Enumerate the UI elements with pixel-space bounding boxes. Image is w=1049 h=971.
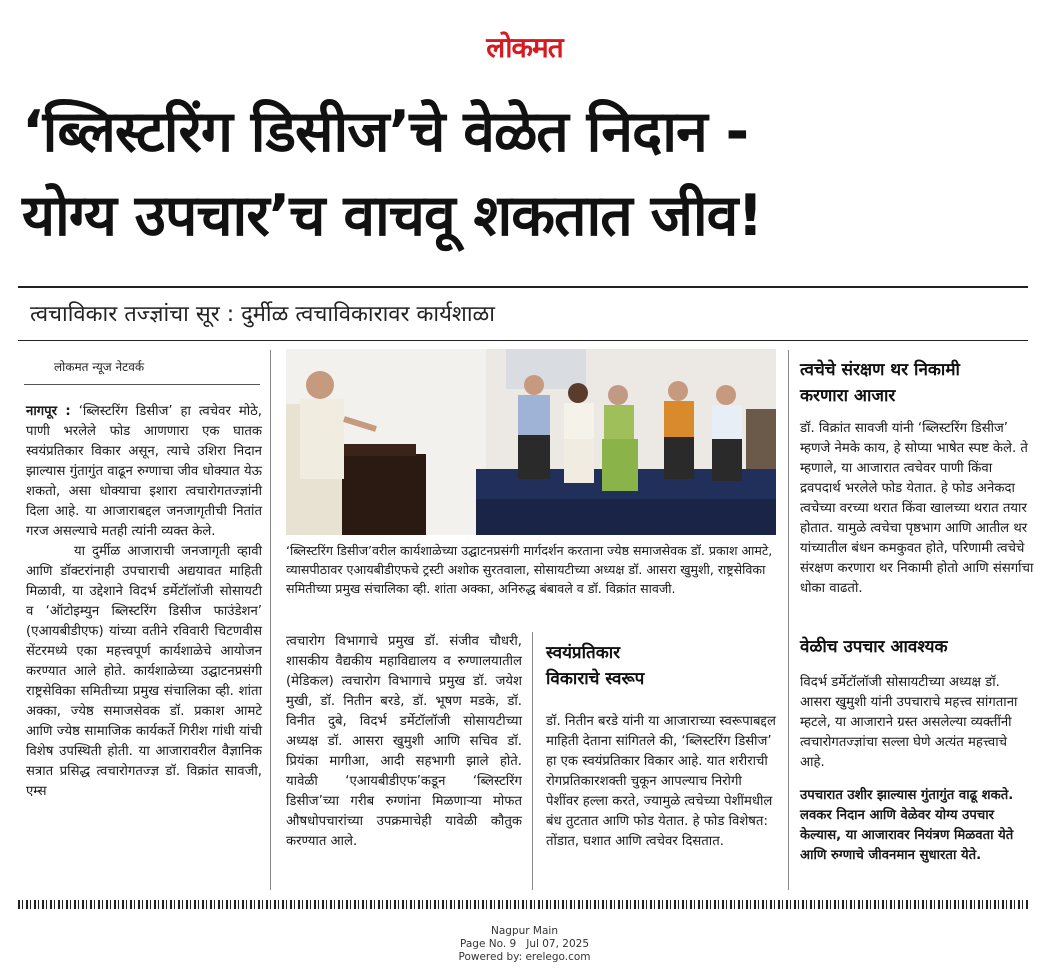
sidebar-para-2-text: विदर्भ डर्मेटॉलॉजी सोसायटीच्या अध्यक्ष डॉ. आसरा खुमुशी यांनी उपचाराचे महत्त्व सांगताना म्हटले, या आजाराने ग्रस्त असलेल्या व्यक्तींनी त्वचारोगतज्ज्ञांचा सल्ला घेणे अत्यंत महत्त्वाचे आहे. (800, 675, 1018, 770)
sidebar-heading-2: वेळीच उपचार आवश्यक (800, 637, 948, 657)
sidebar-heading-1 (800, 357, 960, 409)
byline: लोकमत न्यूज नेटवर्क (54, 360, 145, 374)
headline-line-1: ‘ब्लिस्टरिंग डिसीज’चे वेळेत निदान - (22, 99, 749, 165)
event-photo (286, 349, 776, 535)
sidebar-para-3-text: उपचारात उशीर झाल्यास गुंतागुंत वाढू शकते. लवकर निदान आणि वेळेवर योग्य उपचार केल्यास, या आजारावर नियंत्रण मिळवता येते आणि रुग्णाचे जीवनमान सुधारता येते. (800, 788, 1014, 863)
footer-powered-by: Powered by: erelego.com (458, 951, 591, 963)
headline-line-2: योग्य उपचार’च वाचवू शकतात जीव! (22, 183, 763, 249)
event-photo-illustration (286, 349, 776, 535)
photo-caption: ‘ब्लिस्टरिंग डिसीज’वरील कार्यशाळेच्या उद्घाटनप्रसंगी मार्गदर्शन करताना ज्येष्ठ समाजसेवक डॉ. प्रकाश आमटे, व्यासपीठावर एआयबीडीएफचे ट्रस्टी अशोक सुरतवाला, सोसायटीच्या अध्यक्ष डॉ. आसरा खुमुशी, राष्ट्रसेविका समितीच्या प्रमुख संचालिका व्ही. शांता अक्का, अनिरुद्ध बंबावले व डॉ. विक्रांत सावजी. (286, 543, 773, 596)
sidebar-para-1-text: डॉ. विक्रांत सावजी यांनी ‘ब्लिस्टरिंग डिसीज’ म्हणजे नेमके काय, हे सोप्या भाषेत स्पष्ट केले. ते म्हणाले, या आजारात त्वचेवर पाणी किंवा द्रवपदार्थ भरलेले फोड येतात. हे फोड अनेकदा त्वचेच्या वरच्या थरात किंवा खालच्या थरात तयार होतात. यामुळे त्वचेचा पृष्ठभाग आणि आतील थर यांच्यातील बंधन कमकुवत होते, परिणामी त्वचेचे संरक्षण करणारा थर निकामी होतो आणि संसर्गाचा धोका वाढतो. (800, 421, 1034, 596)
subheadline: त्वचाविकार तज्ज्ञांचा सूर : दुर्मीळ त्वचाविकारावर कार्यशाळा (30, 302, 495, 327)
masthead (0, 28, 1049, 66)
top-divider (18, 286, 1028, 288)
sidebar-para-3 (800, 786, 1034, 866)
sidebar-para-2 (800, 673, 1034, 773)
newspaper-logo: लोकमत (486, 31, 563, 64)
box-heading-line-2: विकाराचे स्वरूप (546, 669, 645, 689)
column-divider-3 (788, 350, 789, 890)
column-2-para: त्वचारोग विभागाचे प्रमुख डॉ. संजीव चौधरी, शासकीय वैद्यकीय महाविद्यालय व रुग्णालयातील (मेडिकल) त्वचारोग विभागाचे प्रमुख डॉ. जयेश मुखी, डॉ. नितीन बरडे, डॉ. भूषण मडके, डॉ. विनीत दुबे, विदर्भ डर्मेटॉलॉजी सोसायटीच्या अध्यक्ष डॉ. आसरा खुमुशी आणि सचिव डॉ. प्रियंका मागीआ, आदी सहभागी झाले होते. यावेळी ‘एआयबीडीएफ’कडून ‘ब्लिस्टरिंग डिसीज’च्या गरीब रुग्णांना मिळणाऱ्या मोफत औषधोपचारांच्या उपक्रमाचेही यावेळी कौतुक करण्यात आले. (286, 634, 522, 849)
footer-edition: Nagpur Main (491, 925, 558, 937)
sidebar-para-1 (800, 419, 1034, 599)
column-divider-2 (532, 632, 533, 890)
sidebar-heading-1-line-2: करणारा आजार (800, 386, 896, 406)
column-divider-1 (270, 350, 271, 890)
box-heading-line-1: स्वयंप्रतिकार (546, 643, 621, 663)
column-1-para-1-text: ‘ब्लिस्टरिंग डिसीज’ हा त्वचेवर मोठे, पाणी भरलेले फोड आणणारा एक घातक स्वयंप्रतिकार विकार असून, त्याचे उशिरा निदान झाल्यास गुंतागुंत वाढून रुग्णाचा जीव धोक्यात येऊ शकतो, असा धोक्याचा इशारा त्वचारोगतज्ज्ञांनी दिला आहे. या आजाराबद्दल जनजागृतीची नितांत गरज असल्याचे मतही त्यांनी व्यक्त केले. (26, 404, 262, 539)
box-body (546, 712, 778, 852)
page-barcode-strip (18, 900, 1030, 909)
headline (22, 90, 1032, 258)
subhead-divider (18, 340, 1028, 341)
page-footer (0, 925, 1049, 964)
column-1 (26, 402, 262, 802)
byline-divider (24, 384, 260, 385)
footer-page-date (0, 938, 1049, 951)
dateline-place: नागपूर : (26, 404, 71, 419)
box-body-text: डॉ. नितीन बरडे यांनी या आजाराच्या स्वरूपाबद्दल माहिती देताना सांगितले की, ‘ब्लिस्टरिंग डिसीज’ हा एक स्वयंप्रतिकार विकार आहे. यात शरीराची रोगप्रतिकारशक्ती चुकून आपल्याच निरोगी पेशींवर हल्ला करते, ज्यामुळे त्वचेच्या पेशींमधील बंध तुटतात आणि फोड येतात. हे फोड विशेषत: तोंडात, घशात आणि त्वचेवर दिसतात. (546, 714, 776, 849)
footer-page: Page No. 9 (460, 938, 517, 950)
sidebar-heading-1-line-1: त्वचेचे संरक्षण थर निकामी (800, 360, 960, 380)
footer-date: Jul 07, 2025 (526, 938, 589, 950)
column-1-para-1 (26, 402, 262, 542)
box-heading (546, 640, 644, 692)
column-2 (286, 632, 522, 852)
column-1-para-2: या दुर्मीळ आजाराची जनजागृती व्हावी आणि डॉक्टरांनाही उपचाराची अद्ययावत माहिती मिळावी, या उद्देशाने विदर्भ डर्मेटॉलॉजी सोसायटी व ‘ऑटोइम्युन ब्लिस्टरिंग डिसीज फाउंडेशन’ (एआयबीडीएफ) यांच्या वतीने रविवारी चिटणवीस सेंटरमध्ये एका महत्त्वपूर्ण कार्यशाळेचे आयोजन करण्यात आले होते. कार्यशाळेच्या उद्घाटनप्रसंगी राष्ट्रसेविका समितीच्या प्रमुख संचालिका व्ही. शांता अक्का, ज्येष्ठ समाजसेवक डॉ. प्रकाश आमटे आणि ज्येष्ठ सामाजिक कार्यकर्ते गिरीश गांधी यांची विशेष उपस्थिती होती. या आजारावरील वैज्ञानिक सत्रात प्रसिद्ध त्वचारोगतज्ज्ञ डॉ. विक्रांत सावजी, एम्स (26, 544, 262, 799)
